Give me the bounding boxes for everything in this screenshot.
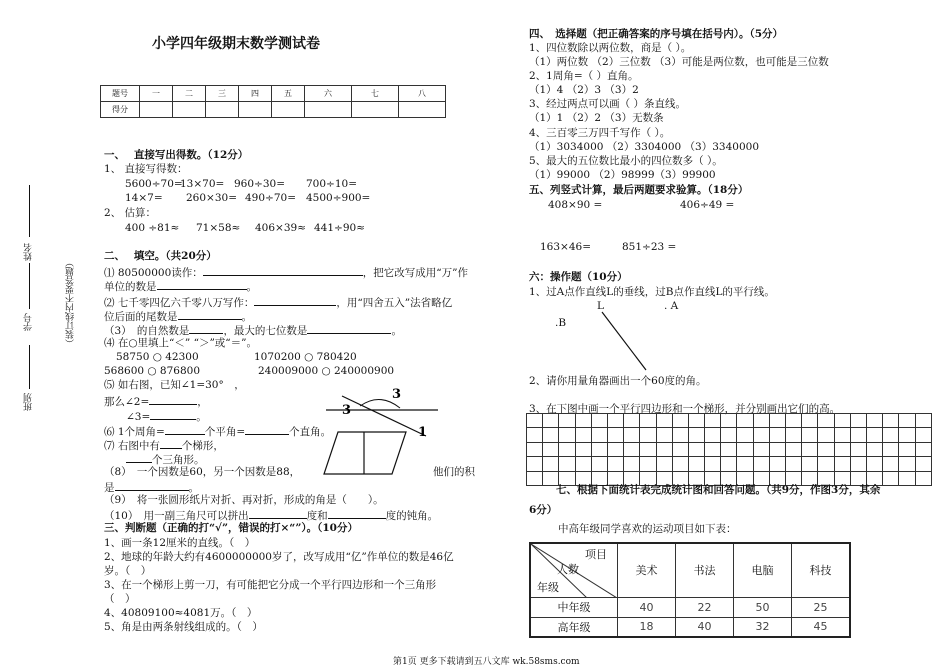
calc-expression[interactable]: 851÷23 = [622,241,677,253]
s4-question: 5、最大的五位数比最小的四位数多（ ）。 [529,155,723,167]
stats-col-header: 科技 [792,543,851,597]
s2-text: （3） 的自然数是 [104,325,190,337]
answer-blank[interactable] [203,264,363,276]
side-name-line [29,185,30,237]
s2-text: ⑸ 如右图，已知∠1=30° ， [104,379,245,391]
table-row [530,617,850,637]
angle-trapezoid-figure [320,384,442,480]
s4-options[interactable]: （1）两位数 （2）三位数 （3）可能是两位数，也可能是三位数 [529,56,829,68]
s1-item: 14×7= [125,192,163,204]
s2-text: 度的钝角。 [385,510,439,522]
s1-q2: 2、 估算： [104,207,157,219]
compare-item[interactable]: 568600 ○ 876800 [104,365,201,377]
s2-text: （10） 用一副三角尺可以拼出 [104,510,249,522]
section-1-heading: 一、 直接写出得数。（12分） [104,149,249,161]
s2-text: 个三角形。 [152,454,205,466]
stats-cell: 50 [734,597,792,617]
score-col: 四 [239,86,272,102]
s2-text: ∠3= [126,411,151,423]
s3-item[interactable]: 3、在一个梯形上剪一刀，有可能把它分成一个平行四边形和一个三角形 [104,579,437,591]
stats-table [529,542,851,638]
answer-blank[interactable] [165,423,205,435]
score-cell[interactable] [272,102,305,118]
page-footer: 第1页 更多下载请到五八文库 wk.58sms.com [393,657,580,667]
stats-cell: 40 [676,617,734,637]
s3-item[interactable]: 2、地球的年龄大约有4600000000岁了，改写成用“亿”作单位的数是46亿 [104,551,454,563]
calc-expression[interactable]: 406÷49 = [680,199,735,211]
s4-question: 3、经过两点可以画（ ）条直线。 [529,98,687,110]
answer-blank[interactable] [157,278,247,290]
s3-item[interactable]: 1、画一条12厘米的直线。（ ） [104,537,256,549]
side-note: （装订线内不要答题） [66,258,76,348]
score-col: 七 [352,86,399,102]
score-col: 八 [399,86,446,102]
s1-item: 71×58≈ [196,222,241,234]
score-col: 一 [140,86,173,102]
s2-text: 个直角。 [289,426,332,438]
compare-item[interactable]: 240009000 ○ 240000900 [258,365,395,377]
s2-text: （9） 将一张圆形纸片对折、再对折，形成的角是（ ）。 [104,494,384,506]
answer-blank[interactable] [254,294,336,306]
line-l-label: L [597,300,604,312]
answer-blank[interactable] [249,507,307,519]
s2-text: 那么∠2= [104,396,150,408]
s3-item[interactable]: 岁。（ ） [104,565,152,577]
s6-instruction: 2、请你用量角器画出一个60度的角。 [529,375,707,387]
s2-text: 。 [391,325,402,337]
s4-question: 4、三百零三万四千写作（ ）。 [529,127,671,139]
s2-text: ⑹ 1个周角= [104,426,165,438]
section-5-heading: 五、列竖式计算，最后两题要求验算。（18分） [529,184,749,196]
s2-text: 。 [246,281,257,293]
stats-col-header: 美术 [618,543,676,597]
stats-cell: 40 [618,597,676,617]
compare-item[interactable]: 1070200 ○ 780420 [254,351,357,363]
score-cell[interactable] [305,102,352,118]
side-name-label: 姓名 [24,243,34,261]
score-cell[interactable] [140,102,173,118]
section-7-heading-cont: 6分） [529,504,558,516]
corner-label-grade: 年级 [537,581,559,594]
s2-text: ，把它改写成用“万”作 [362,267,469,279]
compare-item[interactable]: 58750 ○ 42300 [116,351,199,363]
s1-item: 400 ÷81≈ [125,222,180,234]
section-2-heading: 二、 填空。（共20分） [104,250,217,262]
stats-cell: 25 [792,597,851,617]
stats-cell: 18 [618,617,676,637]
s2-text: 他们的积 [433,466,475,478]
score-table-row-head: 得分 [101,102,140,118]
answer-blank[interactable] [178,308,242,320]
s1-item: 960÷30= [234,178,285,190]
score-cell[interactable] [206,102,239,118]
s1-item: 700÷10= [306,178,357,190]
s1-item: 5600÷70= [125,178,183,190]
angle-label: 3 [342,403,352,418]
s4-options[interactable]: （1）3034000 （2）3304000 （3）3340000 [529,141,760,153]
score-col: 六 [305,86,352,102]
s3-item[interactable]: 5、角是由两条射线组成的。（ ） [104,621,263,633]
angle-label: 1 [418,425,428,440]
s2-text: 。 [188,482,199,494]
stats-col-header: 书法 [676,543,734,597]
drawing-grid[interactable] [526,413,932,486]
diagonal-header-cell [530,543,618,597]
answer-blank[interactable] [126,451,152,463]
score-cell[interactable] [173,102,206,118]
line-l[interactable] [600,310,650,372]
stats-col-header: 电脑 [734,543,792,597]
answer-blank[interactable] [160,437,182,449]
answer-blank[interactable] [150,408,196,420]
stats-cell: 22 [676,597,734,617]
side-id-line [29,263,30,309]
s2-text: 。 [196,411,207,423]
s1-q1: 1、 直接写得数： [104,163,188,175]
stats-row-header: 高年级 [530,617,618,637]
s2-text: 。 [241,311,252,323]
line-l-stroke[interactable] [602,312,646,370]
table-row [530,597,850,617]
section-3-heading: 三、判断题（正确的打“√”，错误的打×“”）。（10分） [104,522,358,534]
s7-intro: 中高年级同学喜欢的运动项目如下表： [558,523,737,535]
s2-text: ， [197,396,208,408]
s3-item[interactable]: （ ） [104,593,136,605]
s3-item[interactable]: 4、40809100≈4081万。（ ） [104,607,258,619]
s2-text: 度和 [306,510,328,522]
s2-text: ⑺ 右图中有 [104,440,160,452]
section-4-heading: 四、 选择题（把正确答案的序号填在括号内）。（5分） [529,28,784,40]
s4-options[interactable]: （1）1 （2）2 （3）无数条 [529,112,664,124]
s4-options[interactable]: （1）4 （2）3 （3）2 [529,84,639,96]
s2-text: ，最大的七位数是 [223,325,308,337]
answer-blank[interactable] [149,393,197,405]
side-class-label: 班别 [24,393,34,411]
corner-label-count: 人数 [557,563,579,576]
answer-blank[interactable] [328,507,386,519]
score-cell[interactable] [239,102,272,118]
answer-blank[interactable] [245,423,289,435]
answer-blank[interactable] [115,479,189,491]
corner-label-item: 项目 [585,548,607,561]
section-7-heading: 七、根据下面统计表完成统计图和回答问题。（共9分，作图3分，其余 [556,484,881,496]
score-col: 二 [173,86,206,102]
trapezoid-shape [324,432,406,474]
section-6-heading: 六：操作题（10分） [529,271,628,283]
s2-text: 单位的数是 [104,281,157,293]
s4-question: 2、1周角=（ ）直角。 [529,70,639,82]
side-id-label: 学号 [24,313,34,331]
s1-item: 406×39≈ [255,222,306,234]
calc-expression[interactable]: 163×46= [540,241,591,253]
answer-blank[interactable] [307,322,391,334]
s1-item: 490÷70= [245,192,296,204]
s2-text: 位后面的尾数是 [104,311,178,323]
answer-blank[interactable] [189,322,223,334]
s2-text: 个梯形， [181,440,224,452]
score-col: 五 [272,86,305,102]
s2-text: ⑵ 七千零四亿六千零八万写作： [104,297,255,309]
s1-item: 13×70= [180,178,225,190]
stats-cell: 32 [734,617,792,637]
s2-text: 是 [104,482,115,494]
s6-instruction: 1、过A点作直线L的垂线，过B点作直线L的平行线。 [529,286,775,298]
score-table [100,85,446,118]
point-b-label[interactable]: .B [555,317,567,329]
s4-question: 1、四位数除以两位数，商是（ ）。 [529,42,692,54]
page-title: 小学四年级期末数学测试卷 [152,36,320,52]
s2-text: ⑴ 80500000读作： [104,267,203,279]
s2-text: ⑷ 在○里填上“＜” “＞”或“＝”。 [104,337,258,349]
angle-label: 3 [392,387,402,402]
s1-item: 4500÷900= [306,192,371,204]
score-table-row-head: 题号 [101,86,140,102]
score-cell[interactable] [352,102,399,118]
stats-cell: 45 [792,617,851,637]
score-col: 三 [206,86,239,102]
s2-text: （8） 一个因数是60，另一个因数是88， [104,466,301,478]
s2-text: ，用“四舍五入”法省略亿 [336,297,453,309]
score-cell[interactable] [399,102,446,118]
stats-row-header: 中年级 [530,597,618,617]
s4-options[interactable]: （1）99000 （2）98999（3）99900 [529,169,716,181]
s1-item: 260×30= [186,192,237,204]
s6-instruction: 3、在下图中画一个平行四边形和一个梯形，并分别画出它们的高。 [529,403,841,415]
point-a-label[interactable]: . A [664,300,679,312]
s1-item: 441÷90≈ [314,222,365,234]
s2-text: 个平角= [204,426,246,438]
calc-expression[interactable]: 408×90 = [548,199,603,211]
transversal-line [342,396,426,436]
side-class-line [29,345,30,389]
